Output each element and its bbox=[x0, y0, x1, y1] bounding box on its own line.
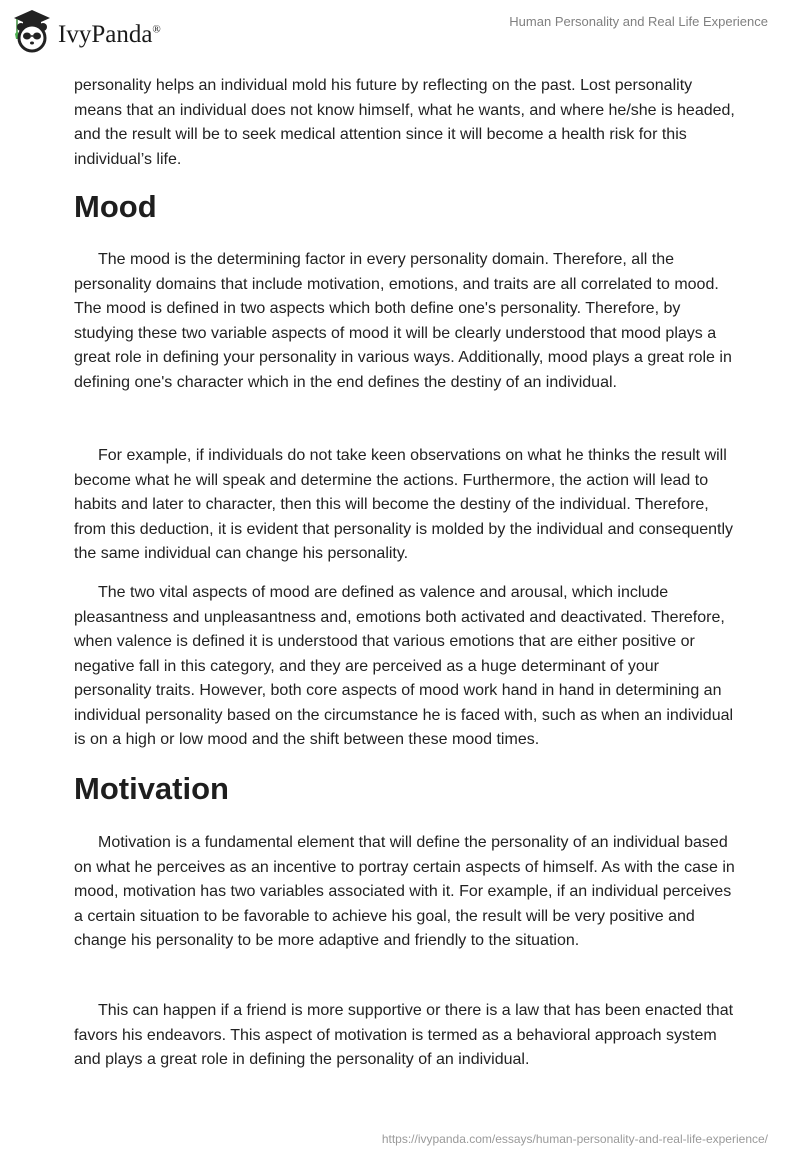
motivation-paragraph-2 bbox=[74, 999, 736, 1073]
mood-paragraph-1 bbox=[74, 248, 736, 395]
paragraph: The two vital aspects of mood are defined as valence and arousal, which include pleasantness and unpleasantness and, emotions both activated and deactivated. Therefore, when valence is defined it is understood that various emotions that are either positive or negative fall in this category, and they are perceived as a huge determinant of your personality traits. However, both core aspects of mood work hand in hand in determining an individual personality based on the circumstance he is faced with, such as when an individual is on a high or low mood and the shift between these mood times. bbox=[74, 584, 734, 748]
document-title: Human Personality and Real Life Experience bbox=[509, 14, 768, 29]
mood-paragraph-2 bbox=[74, 444, 736, 567]
source-url-link[interactable]: https://ivypanda.com/essays/human-personality-and-real-life-experience/ bbox=[381, 1132, 768, 1146]
section-heading-mood bbox=[74, 189, 736, 225]
brand-name: IvyPanda® bbox=[58, 21, 161, 48]
paragraph: The mood is the determining factor in every personality domain. Therefore, all the personality domains that include motivation, emotions, and traits are all correlated to mood. The mood is defined in two aspects which both define one's personality. Therefore, by studying these two variable aspects of mood it will be clearly understood that mood plays a great role in defining your personality in various ways. Additionally, mood plays a great role in defining one's character which in the end defines the destiny of an individual. bbox=[74, 251, 732, 391]
paragraph: Motivation is a fundamental element that will define the personality of an individual based on what he perceives as an incentive to portray certain aspects of himself. As with the case in mood, motivation has two variables associated with it. For example, if an individual perceives a certain situation to be favorable to achieve his goal, the result will be very positive and change his personality to be more adaptive and friendly to the situation. bbox=[74, 834, 735, 949]
panda-graduate-icon bbox=[12, 8, 52, 54]
mood-paragraph-3 bbox=[74, 581, 736, 753]
intro-block bbox=[74, 74, 736, 172]
section-heading: Motivation bbox=[74, 771, 229, 806]
paragraph: For example, if individuals do not take keen observations on what he thinks the result will become what he will speak and determine the actions. Furthermore, the action will lead to habits and later to character, then this will become the destiny of the individual. Therefore, from this deduction, it is evident that personality is molded by the individual and consequently the same individual can change his personality. bbox=[74, 447, 734, 562]
paragraph: This can happen if a friend is more supportive or there is a law that has been enacted that favors his endeavors. This aspect of motivation is termed as a behavioral approach system and plays a great role in defining the personality of an individual. bbox=[74, 1002, 734, 1068]
section-heading-motivation bbox=[74, 771, 736, 807]
ivypanda-logo[interactable] bbox=[12, 8, 161, 54]
intro-paragraph: personality helps an individual mold his future by reflecting on the past. Lost personality means that an individual does not know himself, what he wants, and where he/she is headed, and the result will be to seek medical attention since it will become a health risk for this individual’s life. bbox=[74, 77, 735, 168]
motivation-paragraph-1 bbox=[74, 831, 736, 954]
section-heading: Mood bbox=[74, 189, 157, 224]
